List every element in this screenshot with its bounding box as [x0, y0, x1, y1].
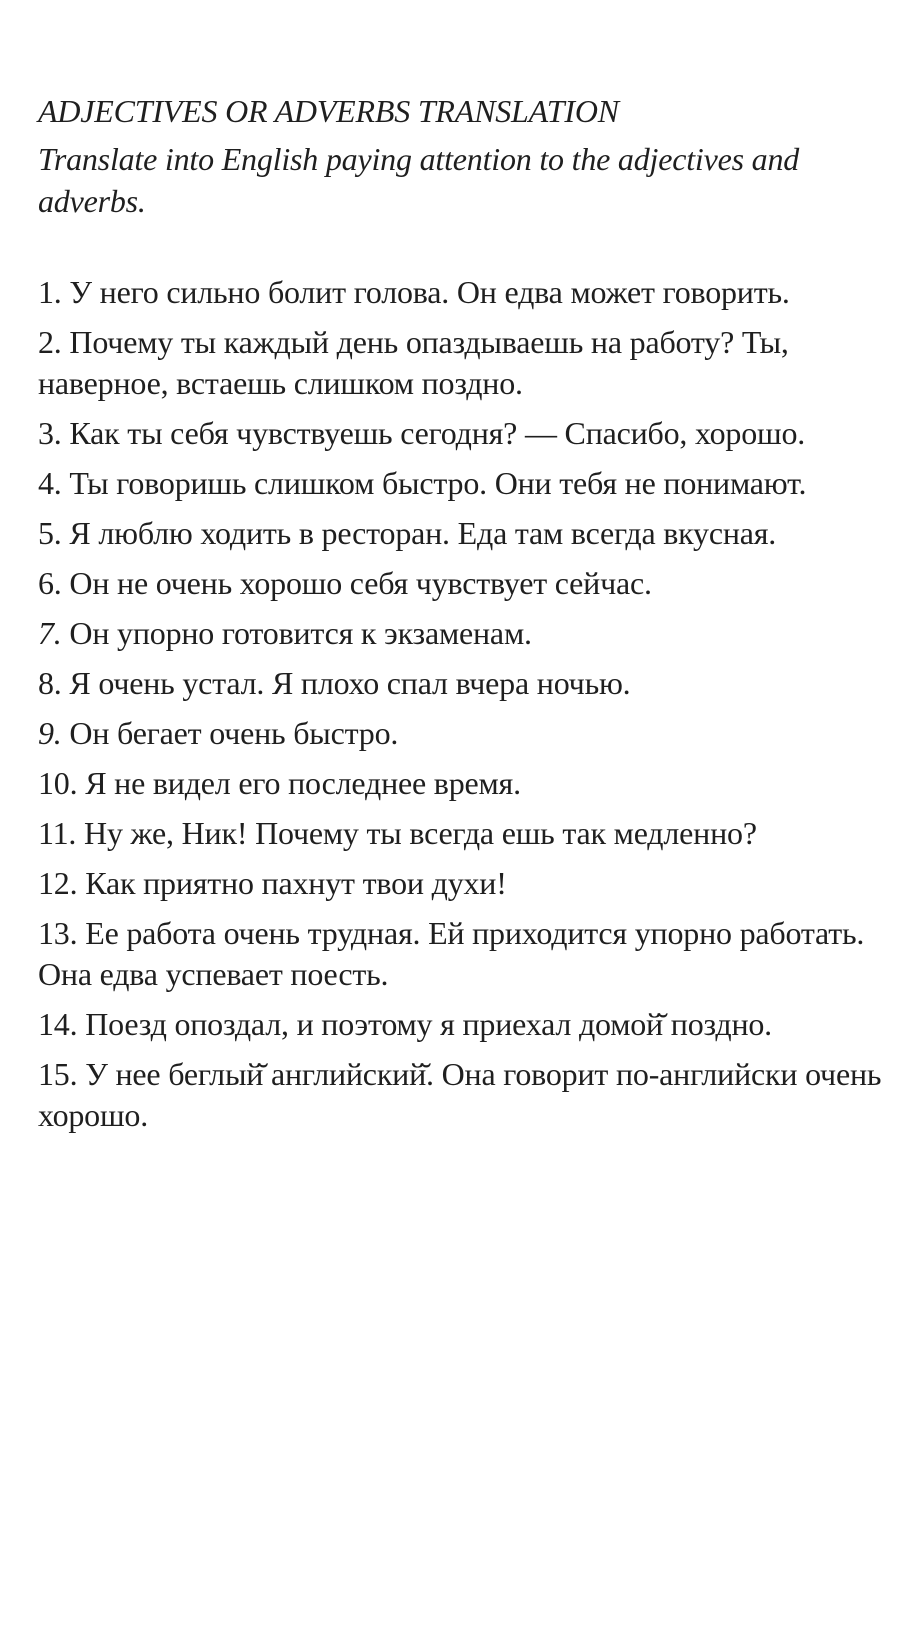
list-item [38, 613, 890, 654]
list-item [38, 413, 890, 454]
item-number: 1. [38, 274, 62, 310]
item-number: 6. [38, 565, 62, 601]
item-text: Ты говоришь слишком быстро. Они тебя не понимают. [69, 465, 807, 501]
document-title: ADJECTIVES OR ADVERBS TRANSLATION [38, 93, 619, 129]
item-number: 3. [38, 415, 62, 451]
item-text: Он не очень хорошо себя чувствует сейчас. [69, 565, 652, 601]
list-item [38, 1004, 890, 1045]
item-number: 12. [38, 865, 78, 901]
item-number: 9. [38, 715, 62, 751]
item-text: Он бегает очень быстро. [69, 715, 399, 751]
list-item [38, 813, 890, 854]
item-text: Как ты себя чувствуешь сегодня? — Спасибо, хорошо. [69, 415, 806, 451]
item-number: 14. [38, 1006, 78, 1042]
item-text: Ее работа очень трудная. Ей приходится упорно работать. Она едва успевает поесть. [38, 915, 865, 992]
item-text: Я очень устал. Я плохо спал вчера ночью. [69, 665, 631, 701]
list-item [38, 272, 890, 313]
list-item [38, 763, 890, 804]
list-item [38, 913, 890, 995]
item-text: Ну же, Ник! Почему ты всегда ешь так медленно? [84, 815, 757, 851]
instruction-text: Translate into English paying attention to the adjectives and adverbs. [38, 141, 800, 219]
item-number: 15. [38, 1056, 78, 1092]
item-number: 10. [38, 765, 78, 801]
list-item [38, 513, 890, 554]
item-text: Почему ты каждый день опаздываешь на работу? Ты, наверное, встаешь слишком поздно. [38, 324, 789, 401]
item-number: 2. [38, 324, 62, 360]
item-number: 5. [38, 515, 62, 551]
sentence-list [38, 272, 890, 1136]
list-item [38, 463, 890, 504]
list-item [38, 1054, 890, 1136]
item-text: Как приятно пахнут твои духи! [85, 865, 507, 901]
item-number: 8. [38, 665, 62, 701]
list-item [38, 663, 890, 704]
list-item [38, 713, 890, 754]
item-text: Он упорно готовится к экзаменам. [69, 615, 532, 651]
item-number: 11. [38, 815, 77, 851]
item-number: 4. [38, 465, 62, 501]
item-number: 13. [38, 915, 78, 951]
item-number: 7. [38, 615, 62, 651]
item-text: У него сильно болит голова. Он едва может говорить. [69, 274, 790, 310]
document-page [38, 90, 890, 1145]
item-text: Я не видел его последнее время. [85, 765, 521, 801]
item-text: Я люблю ходить в ресторан. Еда там всегда вкусная. [69, 515, 777, 551]
item-text: У нее беглый̆ английский̆. Она говорит по-английски очень хорошо. [38, 1056, 882, 1133]
list-item [38, 863, 890, 904]
item-text: Поезд опоздал, и поэтому я приехал домой̆ поздно. [85, 1006, 772, 1042]
list-item [38, 563, 890, 604]
list-item [38, 322, 890, 404]
